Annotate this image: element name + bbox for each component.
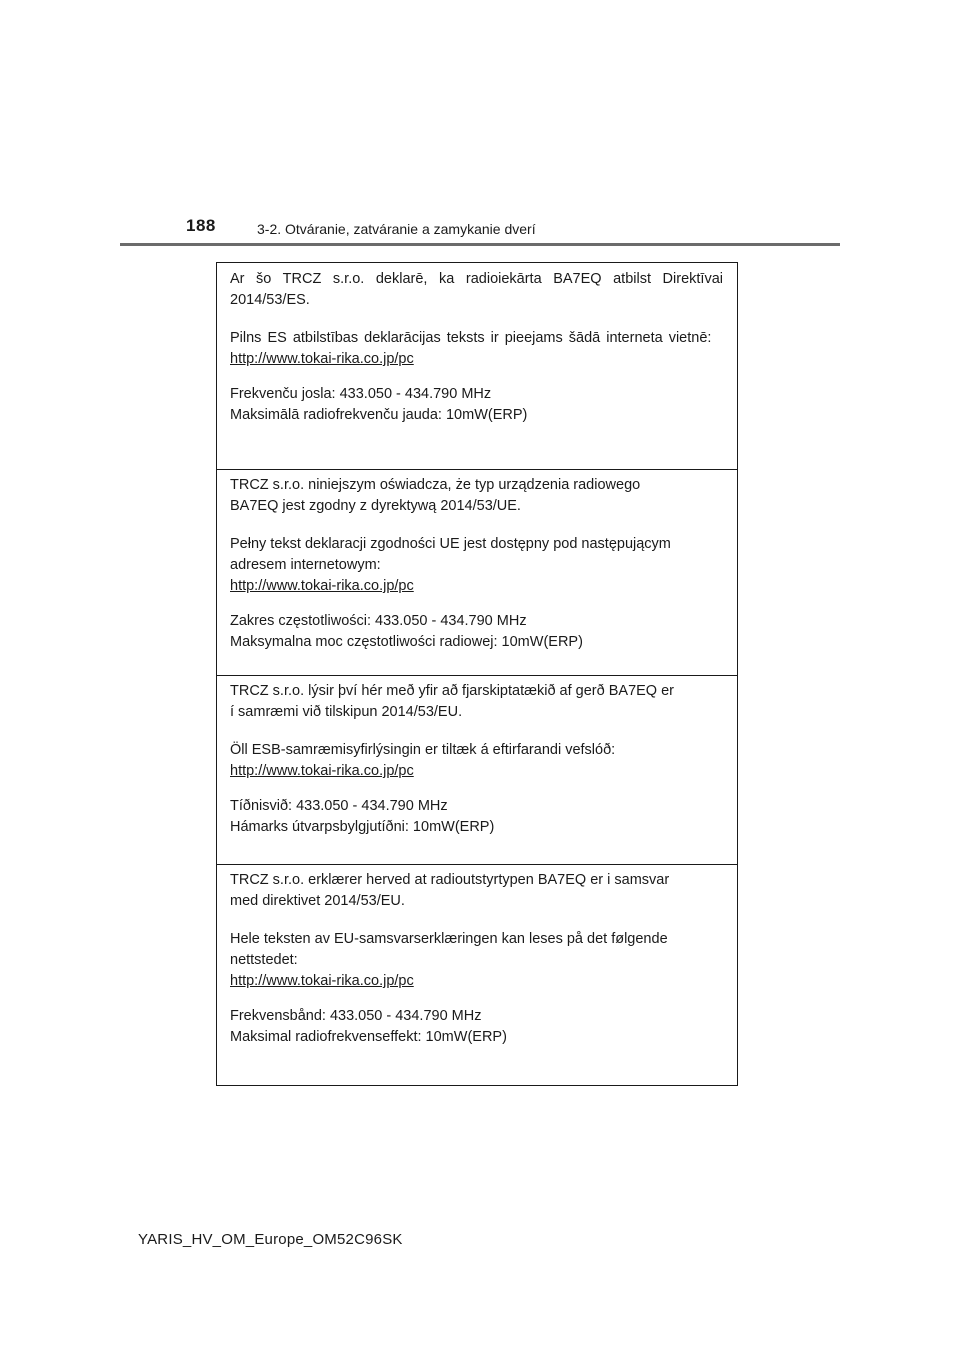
note-line: Pełny tekst deklaracji zgodności UE jest dostępny pod następującym <box>230 536 671 552</box>
declaration-statement: Ar šo TRCZ s.r.o. deklarē, ka radioiekārta BA7EQ atbilst Direktīvai 2014/53/ES. <box>230 271 723 308</box>
declaration-statement <box>230 681 723 723</box>
declaration-statement <box>230 475 723 517</box>
declaration-statement <box>230 870 723 912</box>
statement-line: BA7EQ jest zgodny z dyrektywą 2014/53/UE. <box>230 498 521 514</box>
declaration-norwegian <box>217 864 737 1086</box>
max-power: Hámarks útvarpsbylgjutíðni: 10mW(ERP) <box>230 819 495 835</box>
declaration-latvian <box>217 263 737 469</box>
frequency-info <box>230 384 723 426</box>
statement-line: TRCZ s.r.o. lýsir því hér með yfir að fjarskiptatækið af gerð BA7EQ er <box>230 683 675 699</box>
note-line: nettstedet: <box>230 952 298 968</box>
full-text-note: Pilns ES atbilstības deklarācijas teksts ir pieejams šādā interneta vietnē: <box>230 330 712 346</box>
note-line: adresem internetowym: <box>230 557 381 573</box>
statement-line: TRCZ s.r.o. niniejszym oświadcza, że typ urządzenia radiowego <box>230 477 641 493</box>
section-title: 3-2. Otváranie, zatváranie a zamykanie dverí <box>257 221 536 237</box>
frequency-band: Tíðnisvið: 433.050 - 434.790 MHz <box>230 798 448 814</box>
declaration-url-link[interactable]: http://www.tokai-rika.co.jp/pc <box>230 763 414 779</box>
statement-line: í samræmi við tilskipun 2014/53/EU. <box>230 704 463 720</box>
frequency-band: Frekvensbånd: 433.050 - 434.790 MHz <box>230 1008 482 1024</box>
full-text-note <box>230 929 723 971</box>
note-line: Hele teksten av EU-samsvarserklæringen kan leses på det følgende <box>230 931 668 947</box>
statement-line: med direktivet 2014/53/EU. <box>230 893 405 909</box>
declaration-url-link[interactable]: http://www.tokai-rika.co.jp/pc <box>230 578 414 594</box>
statement-line: TRCZ s.r.o. erklærer herved at radioutstyrtypen BA7EQ er i samsvar <box>230 872 670 888</box>
full-text-note <box>230 534 723 576</box>
frequency-info <box>230 1006 723 1048</box>
declaration-url-link[interactable]: http://www.tokai-rika.co.jp/pc <box>230 973 414 989</box>
declaration-icelandic <box>217 675 737 864</box>
header-rule <box>120 243 840 246</box>
full-text-note: Öll ESB-samræmisyfirlýsingin er tiltæk á eftirfarandi vefslóð: <box>230 742 616 758</box>
declaration-url-link[interactable]: http://www.tokai-rika.co.jp/pc <box>230 351 414 367</box>
frequency-info <box>230 796 723 838</box>
max-power: Maksimālā radiofrekvenču jauda: 10mW(ERP) <box>230 407 528 423</box>
declaration-polish <box>217 469 737 675</box>
frequency-band: Zakres częstotliwości: 433.050 - 434.790 MHz <box>230 613 527 629</box>
frequency-info <box>230 611 723 653</box>
footer-document-code: YARIS_HV_OM_Europe_OM52C96SK <box>138 1231 403 1248</box>
page-number: 188 <box>186 216 216 235</box>
max-power: Maksimal radiofrekvenseffekt: 10mW(ERP) <box>230 1029 507 1045</box>
declaration-box <box>216 262 738 1086</box>
max-power: Maksymalna moc częstotliwości radiowej: 10mW(ERP) <box>230 634 583 650</box>
frequency-band: Frekvenču josla: 433.050 - 434.790 MHz <box>230 386 492 402</box>
